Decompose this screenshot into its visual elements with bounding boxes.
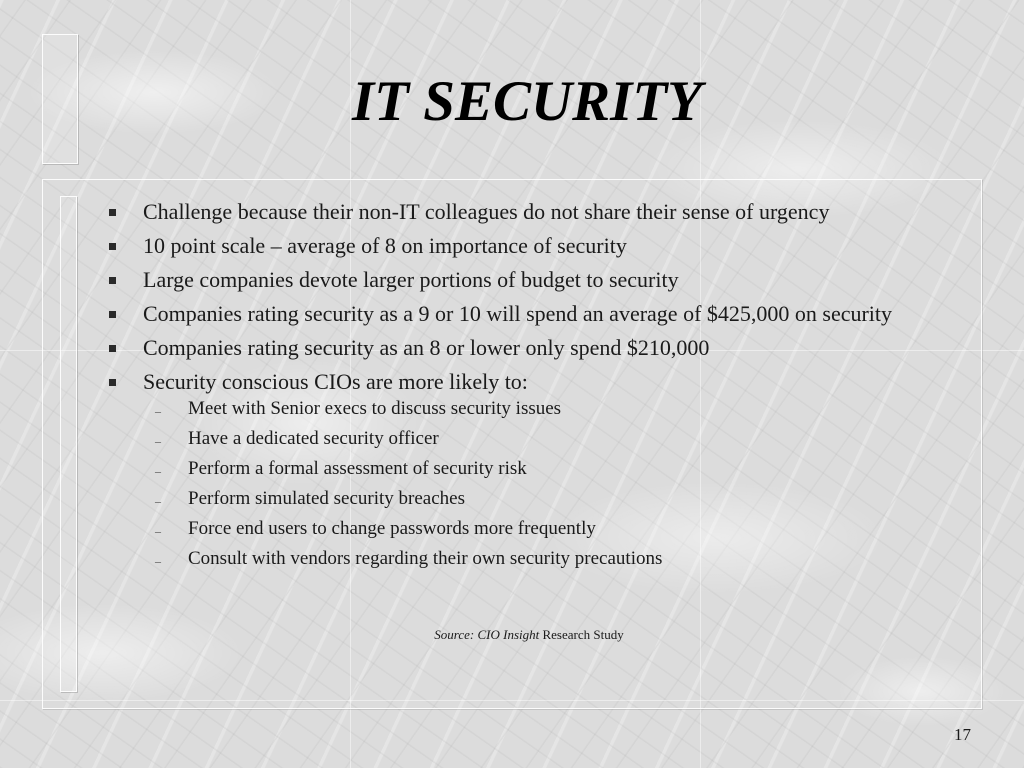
dash-bullet-icon: – <box>155 404 161 418</box>
dash-bullet-icon: – <box>155 464 161 478</box>
sub-bullet-item <box>143 427 956 450</box>
sub-bullet-item <box>143 517 956 540</box>
sub-bullet-item <box>143 487 956 510</box>
slide-title: IT SECURITY <box>352 70 702 133</box>
sub-bullet-item <box>143 457 956 480</box>
dash-bullet-icon: – <box>155 434 161 448</box>
bullet-item <box>106 334 956 361</box>
sub-bullet-item <box>143 547 956 570</box>
sub-bullet-text: Have a dedicated security officer <box>188 428 439 449</box>
dash-bullet-icon: – <box>155 554 161 568</box>
square-bullet-icon <box>109 243 116 250</box>
bullet-list <box>106 198 956 570</box>
sub-bullet-text: Perform a formal assessment of security risk <box>188 458 527 479</box>
bullet-text: Companies rating security as an 8 or lower only spend $210,000 <box>143 335 710 360</box>
slide-body <box>106 198 956 577</box>
sub-bullet-text: Consult with vendors regarding their own security precautions <box>188 548 663 569</box>
bullet-text: Security conscious CIOs are more likely to: <box>143 369 528 394</box>
body-decor-tab <box>60 196 77 692</box>
bullet-text: Challenge because their non-IT colleagues do not share their sense of urgency <box>143 199 830 224</box>
dash-bullet-icon: – <box>155 524 161 538</box>
square-bullet-icon <box>109 311 116 318</box>
square-bullet-icon <box>109 277 116 284</box>
bullet-text: 10 point scale – average of 8 on importance of security <box>143 233 627 258</box>
page-number: 17 <box>954 725 971 744</box>
source-prefix: Source: CIO Insight <box>434 627 540 642</box>
bullet-item <box>106 232 956 259</box>
sub-bullet-text: Force end users to change passwords more frequently <box>188 518 596 539</box>
bullet-text: Large companies devote larger portions of budget to security <box>143 267 679 292</box>
square-bullet-icon <box>109 345 116 352</box>
bullet-item <box>106 368 956 570</box>
sub-bullet-text: Meet with Senior execs to discuss security issues <box>188 398 562 419</box>
source-citation <box>0 626 1024 644</box>
bullet-text: Companies rating security as a 9 or 10 will spend an average of $425,000 on security <box>143 301 893 326</box>
sub-bullet-text: Perform simulated security breaches <box>188 488 465 509</box>
square-bullet-icon <box>109 379 116 386</box>
sub-bullet-list <box>143 397 956 570</box>
sub-bullet-item <box>143 397 956 420</box>
bullet-item <box>106 300 956 327</box>
source-suffix: Research Study <box>542 627 624 642</box>
square-bullet-icon <box>109 209 116 216</box>
dash-bullet-icon: – <box>155 494 161 508</box>
bullet-item <box>106 266 956 293</box>
bullet-item <box>106 198 956 225</box>
